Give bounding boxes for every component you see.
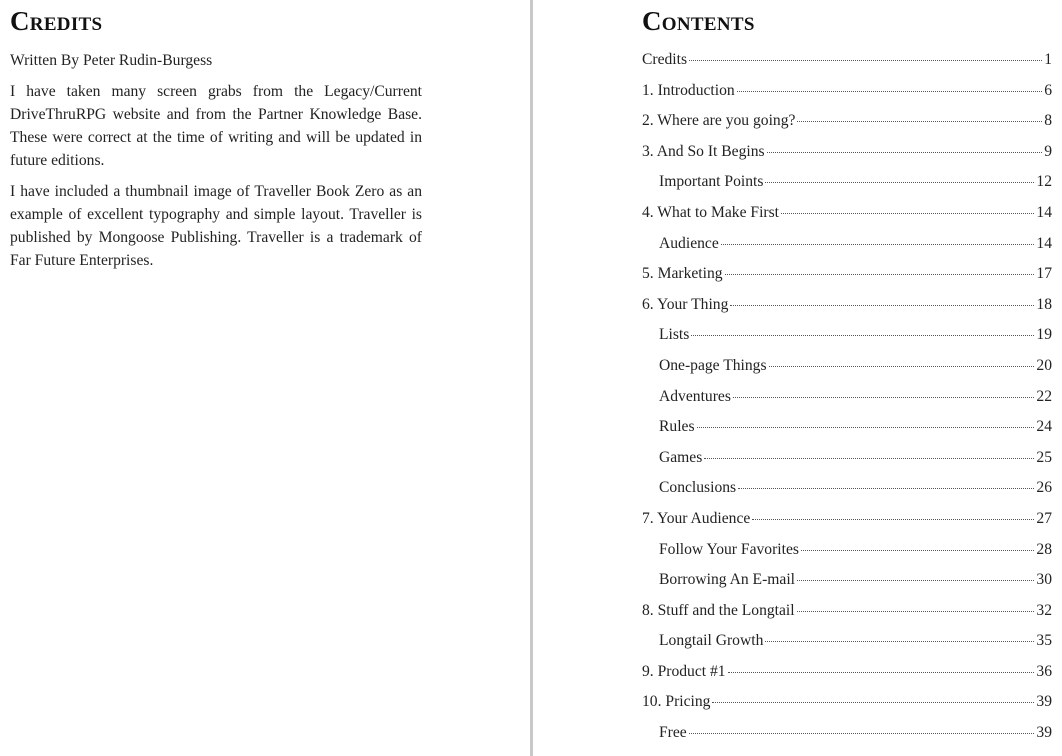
toc-entry-label: Conclusions (659, 479, 737, 497)
toc-subentry[interactable] (642, 475, 1052, 506)
toc-entry-page: 6 (1044, 81, 1052, 99)
toc-entry-label: 3. And So It Begins (642, 142, 765, 160)
toc-dot-leader (765, 641, 1034, 642)
toc-entry-label: Follow Your Favorites (659, 540, 799, 558)
toc-entry-page: 19 (1036, 326, 1052, 344)
toc-subentry[interactable] (642, 322, 1052, 353)
toc-entry-label: 4. What to Make First (642, 203, 780, 221)
toc-dot-leader (801, 550, 1034, 551)
toc-entry-page: 12 (1036, 173, 1052, 191)
toc-entry-page: 35 (1036, 632, 1052, 650)
toc-entry-label: 8. Stuff and the Longtail (642, 601, 795, 619)
toc-entry-page: 25 (1036, 448, 1052, 466)
credits-page (0, 0, 530, 756)
toc-dot-leader (733, 397, 1035, 398)
toc-entry[interactable] (642, 200, 1052, 231)
toc-entry[interactable] (642, 506, 1052, 537)
toc-entry[interactable] (642, 261, 1052, 292)
toc-subentry[interactable] (642, 384, 1052, 415)
contents-page (533, 0, 1062, 756)
contents-heading: Contents (642, 6, 755, 36)
toc-entry-label: 9. Product #1 (642, 662, 726, 680)
toc-entry[interactable] (642, 108, 1052, 139)
toc-entry-label: One-page Things (659, 356, 767, 374)
credits-paragraph: I have included a thumbnail image of Traveller Book Zero as an example of excellent typography and simple layout. Traveller is published by Mongoose Publishing. Traveller is a trademark of Far Future Enterprises. (10, 183, 422, 269)
toc-subentry[interactable] (642, 720, 1052, 751)
toc-entry-page: 22 (1036, 387, 1052, 405)
toc-entry-page: 14 (1036, 203, 1052, 221)
toc-dot-leader (704, 458, 1034, 459)
toc-entry-page: 18 (1036, 295, 1052, 313)
toc-entry-page: 14 (1036, 234, 1052, 252)
toc-dot-leader (797, 121, 1042, 122)
toc-entry-label: 2. Where are you going? (642, 112, 796, 130)
credits-heading: Credits (10, 6, 103, 36)
toc-entry-label: Rules (659, 418, 695, 436)
toc-entry-page: 8 (1044, 112, 1052, 130)
toc-dot-leader (765, 182, 1034, 183)
toc-entry-page: 9 (1044, 142, 1052, 160)
toc-entry-label: Longtail Growth (659, 632, 764, 650)
toc-entry-page: 1 (1044, 51, 1052, 68)
toc-entry-label: Games (659, 448, 703, 466)
toc-entry-page: 28 (1036, 540, 1052, 558)
toc-entry[interactable] (642, 659, 1052, 690)
toc-subentry[interactable] (642, 567, 1052, 598)
table-of-contents (642, 47, 1052, 751)
toc-entry-label: 6. Your Thing (642, 295, 729, 313)
toc-dot-leader (697, 427, 1035, 428)
credits-body (10, 49, 422, 280)
toc-entry[interactable] (642, 78, 1052, 109)
toc-subentry[interactable] (642, 628, 1052, 659)
toc-dot-leader (730, 305, 1034, 306)
toc-entry-label: Audience (659, 234, 719, 252)
toc-dot-leader (797, 611, 1035, 612)
toc-entry[interactable] (642, 139, 1052, 170)
toc-entry-label: 1. Introduction (642, 81, 735, 99)
toc-dot-leader (689, 60, 1042, 61)
toc-subentry[interactable] (642, 414, 1052, 445)
toc-entry-page: 17 (1036, 265, 1052, 283)
toc-entry-page: 36 (1036, 662, 1052, 680)
toc-dot-leader (691, 335, 1034, 336)
toc-subentry[interactable] (642, 353, 1052, 384)
author-line: Written By Peter Rudin-Burgess (10, 52, 213, 69)
toc-entry[interactable] (642, 598, 1052, 629)
toc-dot-leader (728, 672, 1035, 673)
toc-entry[interactable] (642, 47, 1052, 78)
toc-entry-page: 26 (1036, 479, 1052, 497)
toc-entry-label: Adventures (659, 387, 731, 405)
toc-entry-label: 7. Your Audience (642, 509, 751, 527)
toc-subentry[interactable] (642, 231, 1052, 262)
toc-entry-page: 27 (1036, 509, 1052, 527)
toc-dot-leader (721, 244, 1035, 245)
toc-dot-leader (712, 702, 1034, 703)
credits-paragraph: I have taken many screen grabs from the Legacy/Current DriveThruRPG website and from the Partner Knowledge Base. These were correct at the time of writing and will be updated in future editions. (10, 83, 422, 169)
toc-entry-label: 5. Marketing (642, 265, 723, 283)
toc-dot-leader (689, 733, 1035, 734)
toc-subentry[interactable] (642, 169, 1052, 200)
toc-dot-leader (737, 91, 1042, 92)
toc-entry-label: Borrowing An E-mail (659, 571, 795, 589)
toc-entry-page: 32 (1036, 601, 1052, 619)
toc-dot-leader (738, 488, 1034, 489)
toc-subentry[interactable] (642, 445, 1052, 476)
toc-entry-label: Important Points (659, 173, 764, 191)
toc-entry-page: 39 (1036, 724, 1052, 742)
toc-dot-leader (752, 519, 1034, 520)
toc-entry-page: 30 (1036, 571, 1052, 589)
toc-entry-label: Free (659, 724, 687, 742)
toc-entry-label: 10. Pricing (642, 693, 711, 711)
toc-entry[interactable] (642, 292, 1052, 323)
toc-entry-page: 39 (1036, 693, 1052, 711)
toc-entry-page: 20 (1036, 356, 1052, 374)
toc-entry[interactable] (642, 689, 1052, 720)
toc-dot-leader (769, 366, 1035, 367)
toc-entry-label: Lists (659, 326, 690, 344)
toc-dot-leader (767, 152, 1042, 153)
toc-entry-label: Credits (642, 51, 688, 68)
toc-dot-leader (725, 274, 1035, 275)
toc-dot-leader (797, 580, 1034, 581)
toc-subentry[interactable] (642, 537, 1052, 568)
toc-entry-page: 24 (1036, 418, 1052, 436)
toc-dot-leader (781, 213, 1034, 214)
